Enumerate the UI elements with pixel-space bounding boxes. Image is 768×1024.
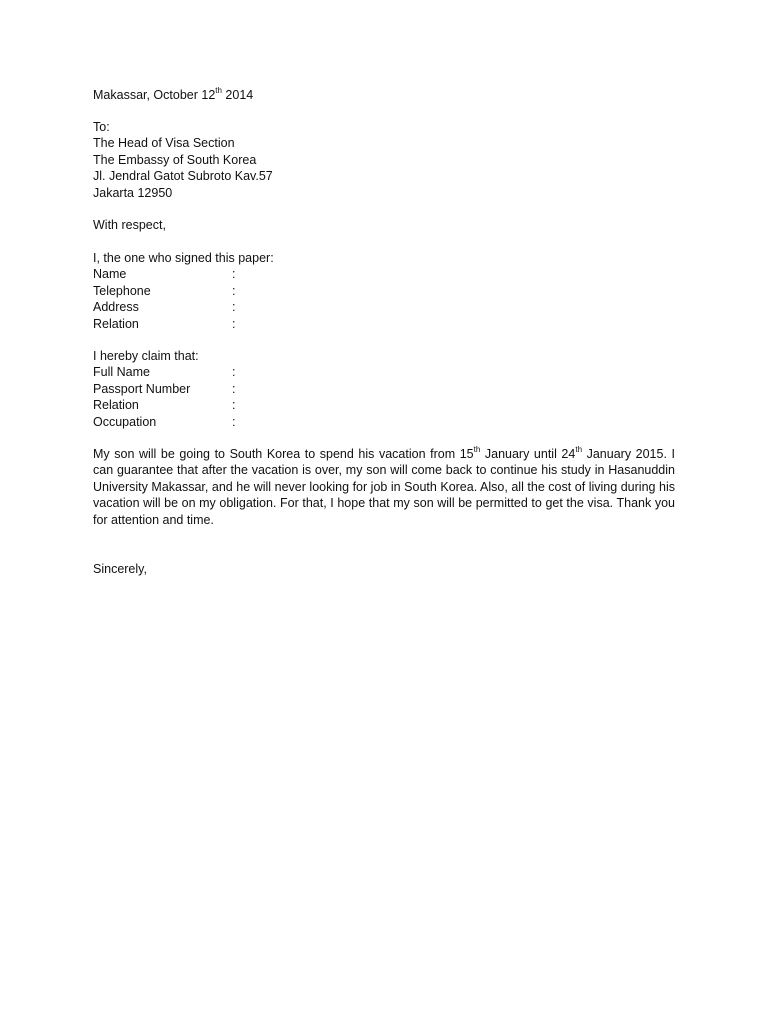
recipient-to-label: To: (93, 120, 110, 134)
field-colon: : (232, 398, 236, 413)
field-label: Full Name (93, 365, 150, 380)
body-paragraph (93, 446, 675, 528)
field-colon: : (232, 283, 236, 298)
paragraph-part: My son will be going to South Korea to spend his vacation from 15 (93, 447, 474, 461)
field-colon: : (232, 316, 236, 331)
field-colon: : (232, 300, 236, 315)
signer-field-telephone (93, 283, 675, 299)
signer-field-name (93, 266, 675, 282)
recipient-line: The Head of Visa Section (93, 136, 235, 151)
field-label: Name (93, 267, 127, 282)
date-year: 2014 (221, 88, 254, 102)
recipient-line: The Embassy of South Korea (93, 152, 257, 167)
field-colon: : (232, 414, 236, 429)
claim-section (93, 348, 675, 430)
field-colon: : (232, 381, 236, 396)
date-ordinal-suffix: th (215, 85, 222, 95)
field-label: Occupation (93, 414, 157, 429)
greeting (93, 217, 675, 233)
field-label: Telephone (93, 283, 151, 298)
signer-intro: I, the one who signed this paper: (93, 251, 274, 265)
recipient-address (93, 119, 675, 201)
paragraph-part: January until 24 (480, 447, 576, 461)
recipient-line: Jakarta 12950 (93, 185, 173, 200)
field-label: Passport Number (93, 381, 191, 396)
ordinal-suffix: th (575, 444, 583, 454)
claim-field-full-name (93, 364, 675, 380)
field-label: Address (93, 300, 139, 315)
claim-field-occupation (93, 414, 675, 430)
signer-field-address (93, 299, 675, 315)
signer-section (93, 250, 675, 332)
paragraph-part: January 2015. I can guarantee that after the vacation is over, my son will come back to continue his study in Hasanuddin University Makassar, and he will never looking for job in South Korea. Also, all the cost of living during his vacation will be on my obligation. For that, I hope that my son will be permitted to get the visa. Thank you for attention and time. (93, 447, 675, 527)
paragraph-text (93, 446, 675, 528)
claim-intro: I hereby claim that: (93, 349, 199, 363)
date-text: Makassar, October 12 (93, 88, 216, 102)
letter-date (93, 87, 675, 103)
field-label: Relation (93, 398, 139, 413)
greeting-text: With respect, (93, 218, 166, 232)
recipient-line: Jl. Jendral Gatot Subroto Kav.57 (93, 169, 273, 184)
signer-field-relation (93, 316, 675, 332)
field-label: Relation (93, 316, 139, 331)
claim-field-relation (93, 397, 675, 413)
ordinal-suffix: th (473, 444, 481, 454)
field-colon: : (232, 365, 236, 380)
closing-text: Sincerely, (93, 562, 147, 576)
claim-field-passport-number (93, 381, 675, 397)
closing (93, 561, 675, 577)
field-colon: : (232, 267, 236, 282)
